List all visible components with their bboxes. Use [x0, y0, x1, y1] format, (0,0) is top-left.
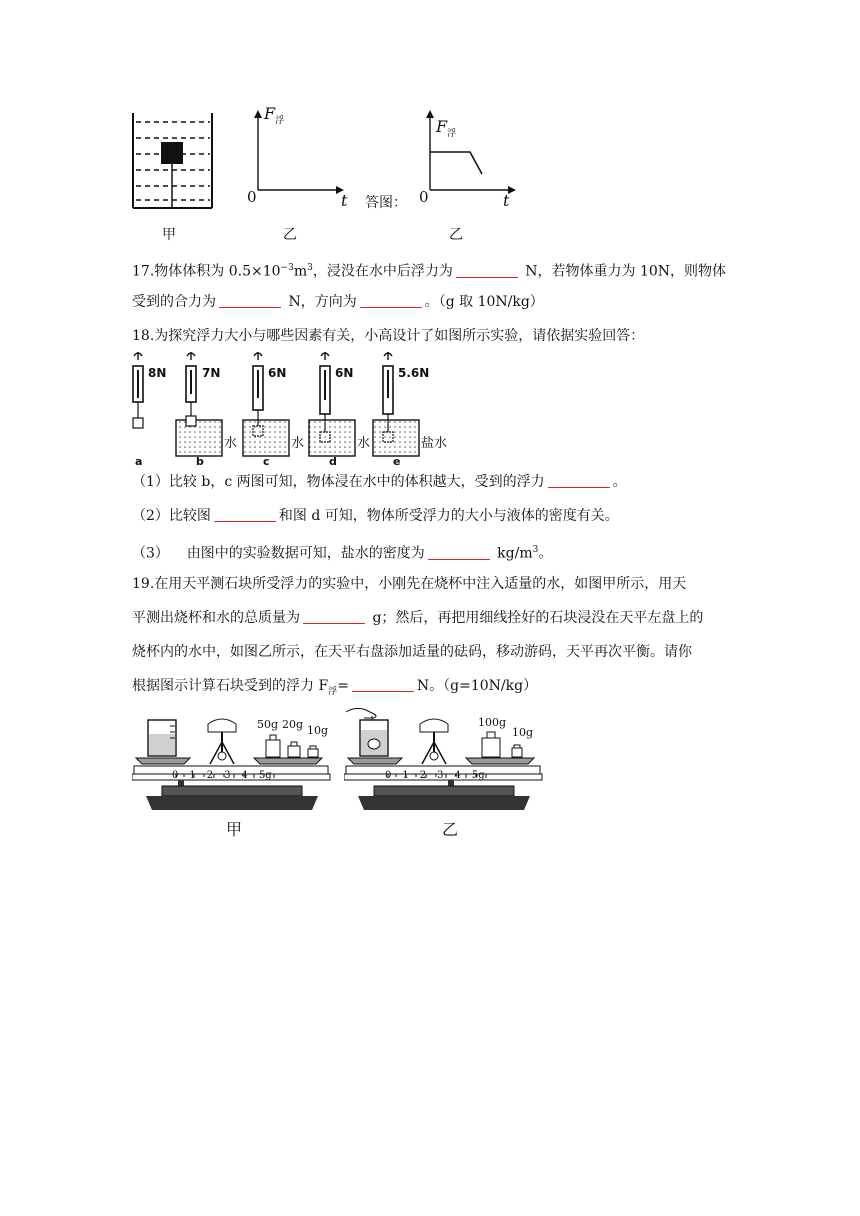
q19-text-b: g；然后，再把用细线拴好的石块浸没在天平左盘上的	[368, 610, 704, 626]
balance-yi	[344, 702, 544, 812]
q18-p2-end: 和图 d 可知，物体所受浮力的大小与液体的密度有关。	[278, 508, 619, 524]
letter-b: b	[196, 455, 204, 468]
jia-weight-20: 20g	[282, 718, 304, 731]
q18-p3-unit: kg/m	[492, 545, 533, 562]
empty-graph	[240, 106, 352, 210]
jia-tick: 1	[189, 770, 196, 781]
q19-text-d: N。（g=10N/kg）	[416, 678, 538, 694]
q19-line4	[132, 676, 537, 702]
yi-label: 乙	[283, 227, 297, 243]
q17-text-g: 。（g 取 10N/kg）	[424, 294, 544, 310]
graph2-y-sub: 浮	[447, 129, 457, 140]
q18-p3-sup: 3	[532, 545, 539, 555]
reading-b: 7N	[202, 366, 221, 380]
jia-label: 甲	[162, 227, 176, 243]
liquid-d: 水	[357, 436, 371, 451]
graph2-y-letter: F	[436, 117, 448, 136]
q18-part3	[132, 540, 552, 564]
liquid-c: 水	[291, 436, 305, 451]
yi-tick: 4	[454, 770, 461, 781]
graph1-xlabel: t	[341, 191, 348, 210]
jia-tick: 4	[241, 770, 248, 781]
yi-scale-ticks	[385, 770, 485, 781]
graph1-y-letter: F	[264, 104, 276, 123]
q17-unit: m	[293, 263, 308, 280]
reading-c: 6N	[268, 366, 287, 380]
yi-tick: 3	[437, 770, 444, 781]
graph2-origin: 0	[419, 188, 429, 206]
q17-line2	[132, 292, 544, 312]
q19-blank-2[interactable]	[352, 677, 414, 692]
q18-p2-text: （2）比较图	[132, 508, 211, 524]
q18-blank-1[interactable]	[548, 473, 610, 488]
liquid-b: 水	[224, 436, 238, 451]
q18-blank-3[interactable]	[428, 545, 490, 560]
q17-sup2: 3	[307, 263, 313, 273]
graph1-y-sub: 浮	[275, 116, 285, 127]
jia-tick: 2	[206, 770, 214, 781]
q17-sup: −3	[280, 263, 294, 273]
q17-text-c: ，浸没在水中后浮力为	[312, 263, 453, 280]
yi-tick: 5g	[471, 770, 485, 781]
q19-text-a: 平测出烧杯和水的总质量为	[132, 610, 300, 626]
balance-jia-label: 甲	[226, 820, 243, 839]
q18-blank-2[interactable]	[214, 507, 276, 522]
tank-figure	[128, 108, 218, 212]
jia-tick: 3	[224, 770, 231, 781]
q19-line1: 19.在用天平测石块所受浮力的实验中，小刚先在烧杯中注入适量的水，如图甲所示，用天	[132, 576, 687, 592]
jia-tick: 0	[172, 770, 179, 781]
letter-c: c	[263, 455, 270, 468]
q17-text-a: 17.物体体积为 0.5×10	[132, 263, 281, 280]
yi-tick: 0	[385, 770, 392, 781]
q17-text-e: 受到的合力为	[132, 294, 216, 310]
jia-scale-ticks	[172, 770, 272, 781]
q19-eq: =	[337, 678, 349, 694]
reading-a: 8N	[148, 366, 167, 380]
letter-a: a	[135, 455, 143, 468]
q19-line3: 烧杯内的水中，如图乙所示，在天平右盘添加适量的砝码，移动游码，天平再次平衡。请你	[132, 644, 692, 660]
graph1-origin: 0	[247, 188, 257, 206]
q19-text-c: 根据图示计算石块受到的浮力 F	[132, 678, 329, 694]
q19-line2	[132, 608, 703, 628]
answer-label: 答图：	[365, 195, 407, 211]
answer-yi-label: 乙	[449, 227, 463, 243]
q19-sub: 浮	[328, 686, 338, 697]
q18-part1	[132, 472, 627, 492]
yi-weight-10: 10g	[512, 726, 534, 739]
q18-intro: 18.为探究浮力大小与哪些因素有关，小高设计了如图所示实验，请依据实验回答：	[132, 328, 645, 344]
q17-text-f: N，方向为	[284, 294, 357, 310]
yi-tick: 2	[419, 770, 427, 781]
q18-p1-text: （1）比较 b，c 两图可知，物体浸在水中的体积越大，受到的浮力	[132, 474, 545, 490]
balance-yi-label: 乙	[442, 820, 459, 839]
q17-blank-3[interactable]	[360, 293, 422, 308]
yi-tick: 1	[402, 770, 409, 781]
liquid-e: 盐水	[421, 436, 448, 451]
q17-text-d: N，若物体重力为 10N，则物体	[520, 263, 727, 280]
letter-e: e	[393, 455, 401, 468]
setup-a	[133, 352, 143, 428]
yi-weight-100: 100g	[478, 716, 507, 729]
q18-p1-end: 。	[612, 474, 627, 490]
reading-d: 6N	[335, 366, 354, 380]
reading-e: 5.6N	[398, 366, 430, 380]
q18-p3-text: （3） 由图中的实验数据可知，盐水的密度为	[132, 545, 425, 562]
q17-blank-1[interactable]	[456, 263, 518, 278]
letter-d: d	[329, 455, 337, 468]
q18-part2	[132, 506, 619, 526]
jia-tick: 5g	[258, 770, 272, 781]
q19-blank-1[interactable]	[303, 609, 365, 624]
q17-line1	[132, 258, 726, 282]
q17-blank-2[interactable]	[219, 293, 281, 308]
graph2-ylabel	[436, 117, 456, 139]
jia-weight-10: 10g	[307, 724, 329, 737]
graph1-ylabel	[264, 104, 284, 126]
jia-weight-50: 50g	[257, 718, 279, 731]
graph2-xlabel: t	[503, 191, 510, 210]
q18-p3-end: 。	[538, 545, 553, 562]
